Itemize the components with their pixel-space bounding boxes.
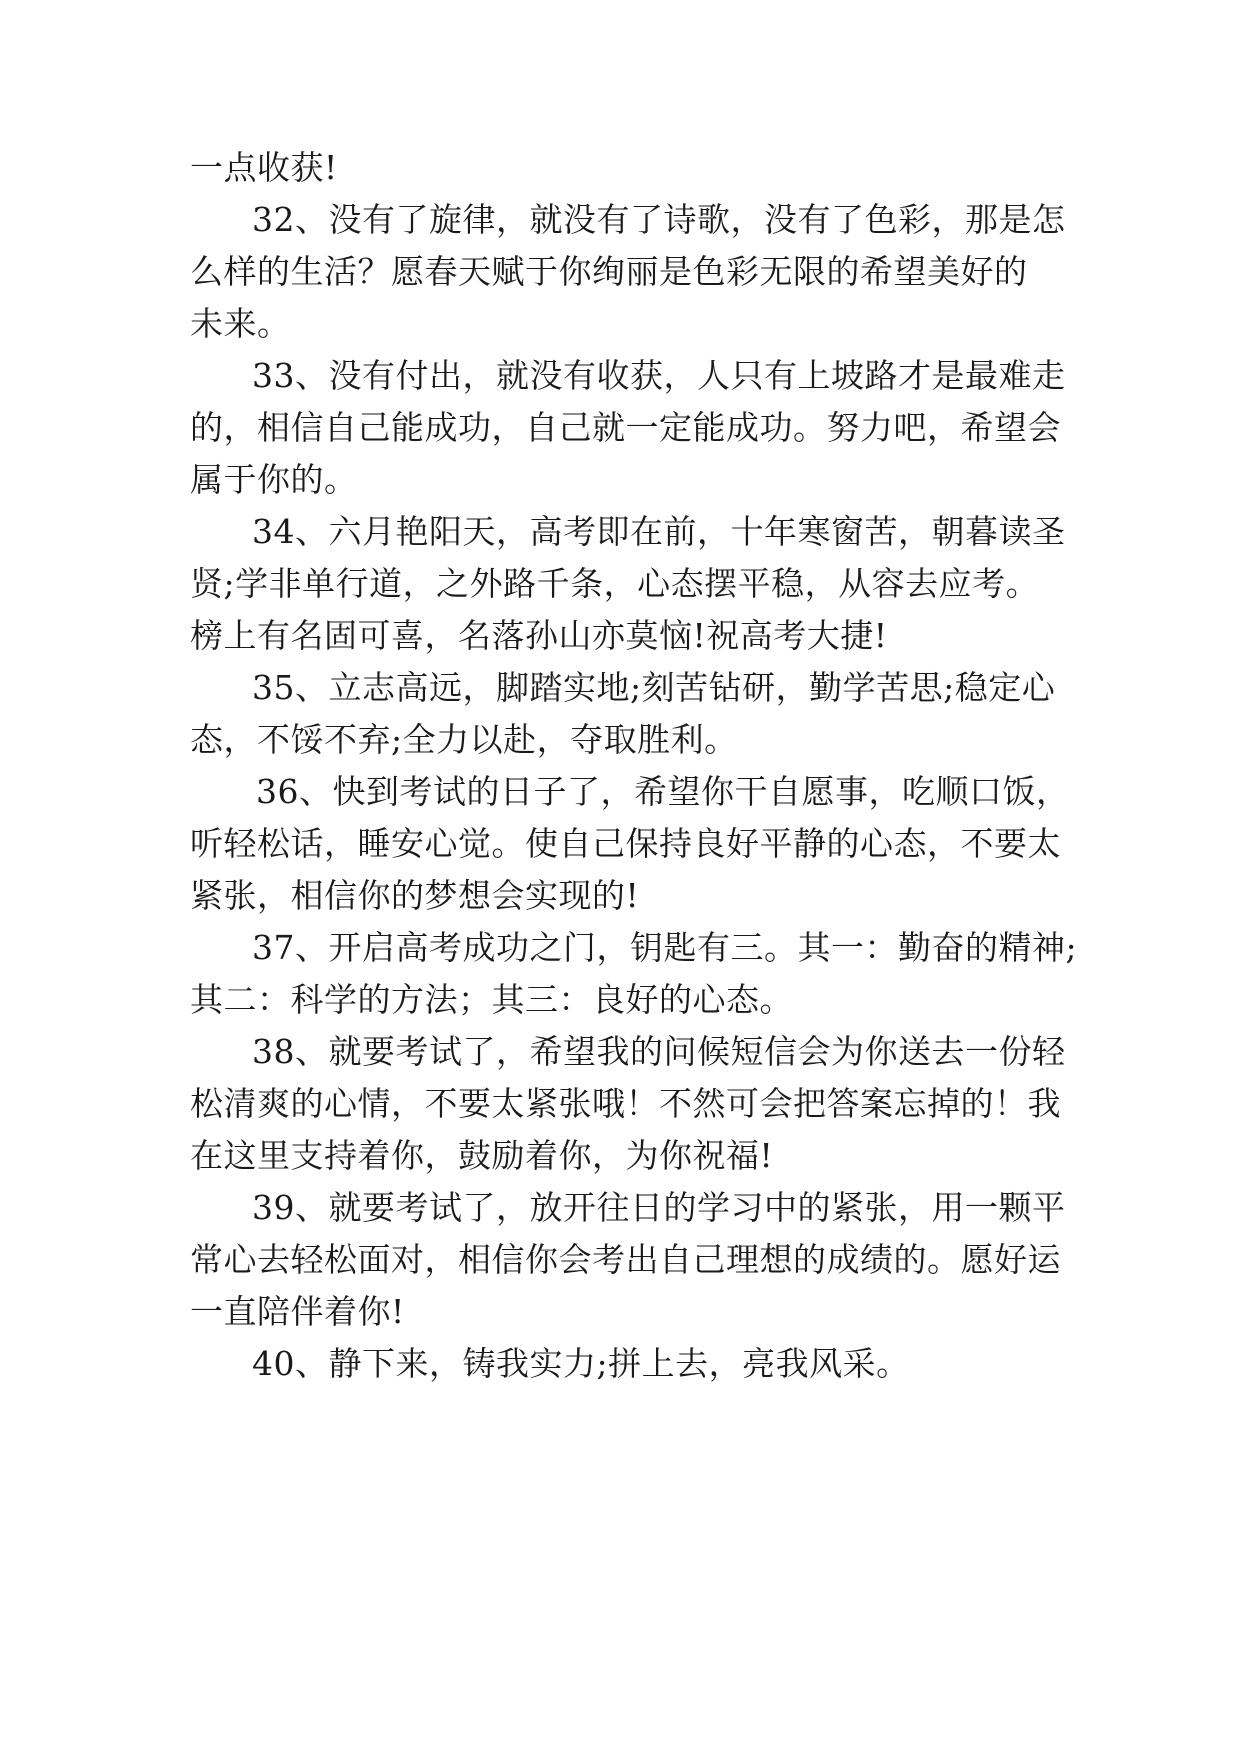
text-line: 紧张，相信你的梦想会实现的! (190, 876, 640, 915)
text-line: 么样的生活？愿春天赋于你绚丽是色彩无限的希望美好的 (190, 252, 1028, 291)
text-line: 34、六月艳阳天，高考即在前，十年寒窗苦，朝暮读圣 (252, 512, 1066, 551)
text-line: 37、开启高考成功之门，钥匙有三。其一：勤奋的精神; (252, 928, 1078, 967)
text-line: 态，不馁不弃;全力以赴，夺取胜利。 (190, 720, 738, 759)
text-line: 一点收获! (190, 148, 338, 187)
text-line: 榜上有名固可喜，名落孙山亦莫恼!祝高考大捷! (190, 616, 888, 655)
text-line: 一直陪伴着你! (190, 1292, 405, 1331)
text-line: 贤;学非单行道，之外路千条，心态摆平稳，从容去应考。 (190, 564, 1040, 603)
text-line: 40、静下来，铸我实力;拼上去，亮我风采。 (252, 1344, 910, 1383)
text-line: 39、就要考试了，放开往日的学习中的紧张，用一颗平 (252, 1188, 1066, 1227)
text-line: 36、快到考试的日子了，希望你干自愿事，吃顺口饭， (256, 772, 1070, 811)
text-line: 其二：科学的方法；其三：良好的心态。 (190, 980, 793, 1019)
text-line: 松清爽的心情，不要太紧张哦！不然可会把答案忘掉的！我 (190, 1084, 1061, 1123)
text-line: 常心去轻松面对，相信你会考出自己理想的成绩的。愿好运 (190, 1240, 1061, 1279)
text-line: 35、立志高远，脚踏实地;刻苦钻研，勤学苦思;稳定心 (252, 668, 1056, 707)
text-line: 属于你的。 (190, 460, 358, 499)
text-line: 在这里支持着你，鼓励着你，为你祝福! (190, 1136, 774, 1175)
text-line: 未来。 (190, 304, 291, 343)
text-line: 32、没有了旋律，就没有了诗歌，没有了色彩，那是怎 (252, 200, 1066, 239)
text-line: 的，相信自己能成功，自己就一定能成功。努力吧，希望会 (190, 408, 1061, 447)
text-line: 听轻松话，睡安心觉。使自己保持良好平静的心态，不要太 (190, 824, 1061, 863)
text-line: 38、就要考试了，希望我的问候短信会为你送去一份轻 (252, 1032, 1066, 1071)
text-line: 33、没有付出，就没有收获，人只有上坡路才是最难走 (252, 356, 1066, 395)
